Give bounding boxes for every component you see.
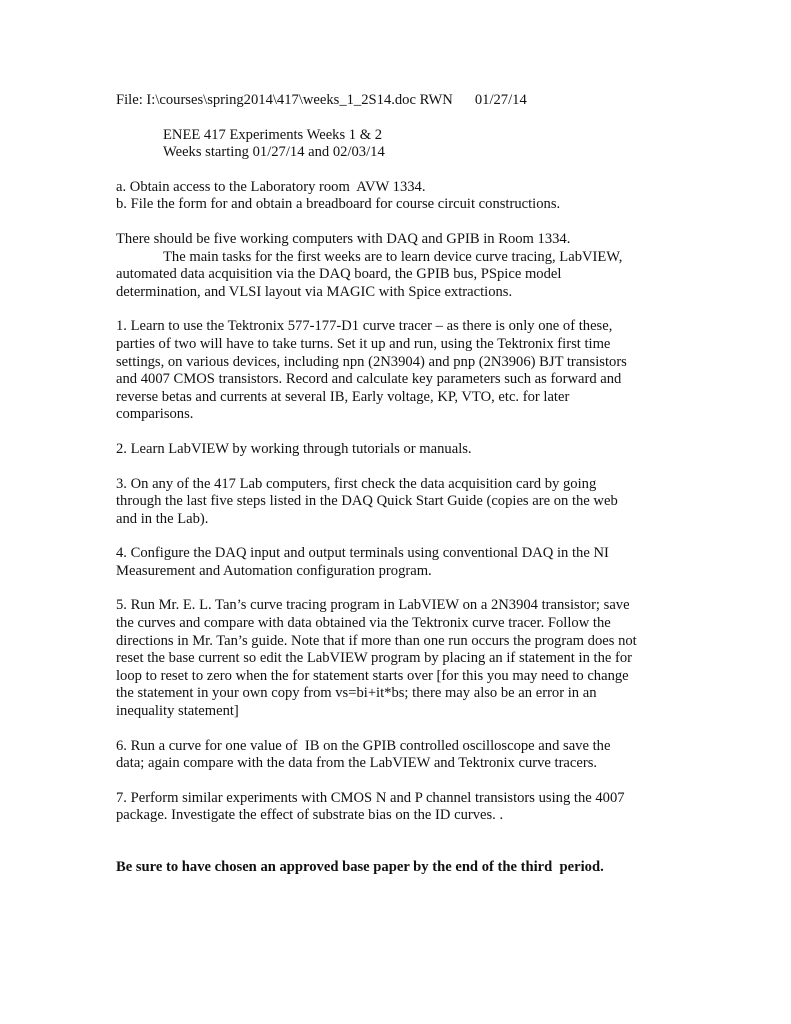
- task-line: comparisons.: [116, 406, 194, 423]
- task-line: directions in Mr. Tan’s guide. Note that if more than one run occurs the program does not: [116, 632, 637, 649]
- task-line: reset the base current so edit the LabVIEW program by placing an if statement in the for: [116, 650, 633, 667]
- task-line: 6. Run a curve for one value of IB on the GPIB controlled oscilloscope and save the: [116, 737, 611, 754]
- task-line: settings, on various devices, including npn (2N3904) and pnp (2N3906) BJT transistors: [116, 353, 627, 370]
- task-item-4: [116, 545, 676, 580]
- task-line: loop to reset to zero when the for statement starts over [for this you may need to change: [116, 667, 629, 684]
- intro-line-4: determination, and VLSI layout via MAGIC with Spice extractions.: [116, 283, 513, 300]
- document-title: ENEE 417 Experiments Weeks 1 & 2: [163, 126, 383, 143]
- task-line: data; again compare with the data from the LabVIEW and Tektronix curve tracers.: [116, 755, 598, 772]
- task-line: reverse betas and currents at several IB, Early voltage, KP, VTO, etc. for later: [116, 388, 570, 405]
- task-line: parties of two will have to take turns. Set it up and run, using the Tektronix first time: [116, 335, 611, 352]
- task-line: 1. Learn to use the Tektronix 577-177-D1 curve tracer – as there is only one of these,: [116, 318, 613, 335]
- header-date: 01/27/14: [474, 92, 527, 108]
- task-line: and in the Lab).: [116, 510, 209, 527]
- task-line: through the last five steps listed in the DAQ Quick Start Guide (copies are on the web: [116, 493, 618, 510]
- task-item-1: [116, 318, 676, 424]
- task-line: package. Investigate the effect of substrate bias on the ID curves. .: [116, 807, 504, 824]
- intro-line-3: automated data acquisition via the DAQ board, the GPIB bus, PSpice model: [116, 266, 562, 283]
- task-item-3: [116, 476, 676, 529]
- admin-item-a: a. Obtain access to the Laboratory room AVW 1334.: [116, 178, 426, 195]
- intro-line-2: The main tasks for the first weeks are to learn device curve tracing, LabVIEW,: [163, 248, 623, 265]
- task-item-7: [116, 790, 676, 825]
- task-line: 4. Configure the DAQ input and output terminals using conventional DAQ in the NI: [116, 545, 609, 562]
- intro-line-1: There should be five working computers with DAQ and GPIB in Room 1334.: [116, 230, 571, 247]
- task-item-2: [116, 441, 676, 459]
- task-item-6: [116, 738, 676, 773]
- document-page: [116, 92, 676, 877]
- task-line: 7. Perform similar experiments with CMOS N and P channel transistors using the 4007: [116, 789, 625, 806]
- task-line: the curves and compare with data obtained via the Tektronix curve tracer. Follow the: [116, 615, 611, 632]
- task-line: 3. On any of the 417 Lab computers, first check the data acquisition card by going: [116, 475, 597, 492]
- file-path: File: I:\courses\spring2014\417\weeks_1_2S14.doc RWN: [116, 92, 453, 108]
- task-line: inequality statement]: [116, 703, 239, 720]
- task-line: Measurement and Automation configuration program.: [116, 562, 432, 579]
- document-subtitle: Weeks starting 01/27/14 and 02/03/14: [163, 144, 385, 161]
- task-item-5: [116, 597, 676, 720]
- file-header: [116, 92, 676, 110]
- footer-note: Be sure to have chosen an approved base paper by the end of the third period.: [116, 859, 604, 875]
- task-line: 2. Learn LabVIEW by working through tutorials or manuals.: [116, 440, 472, 457]
- task-line: the statement in your own copy from vs=bi+it*bs; there may also be an error in an: [116, 685, 597, 702]
- task-line: 5. Run Mr. E. L. Tan’s curve tracing program in LabVIEW on a 2N3904 transistor; save: [116, 597, 630, 614]
- admin-item-b: b. File the form for and obtain a breadboard for course circuit constructions.: [116, 196, 561, 213]
- task-line: and 4007 CMOS transistors. Record and calculate key parameters such as forward and: [116, 371, 622, 388]
